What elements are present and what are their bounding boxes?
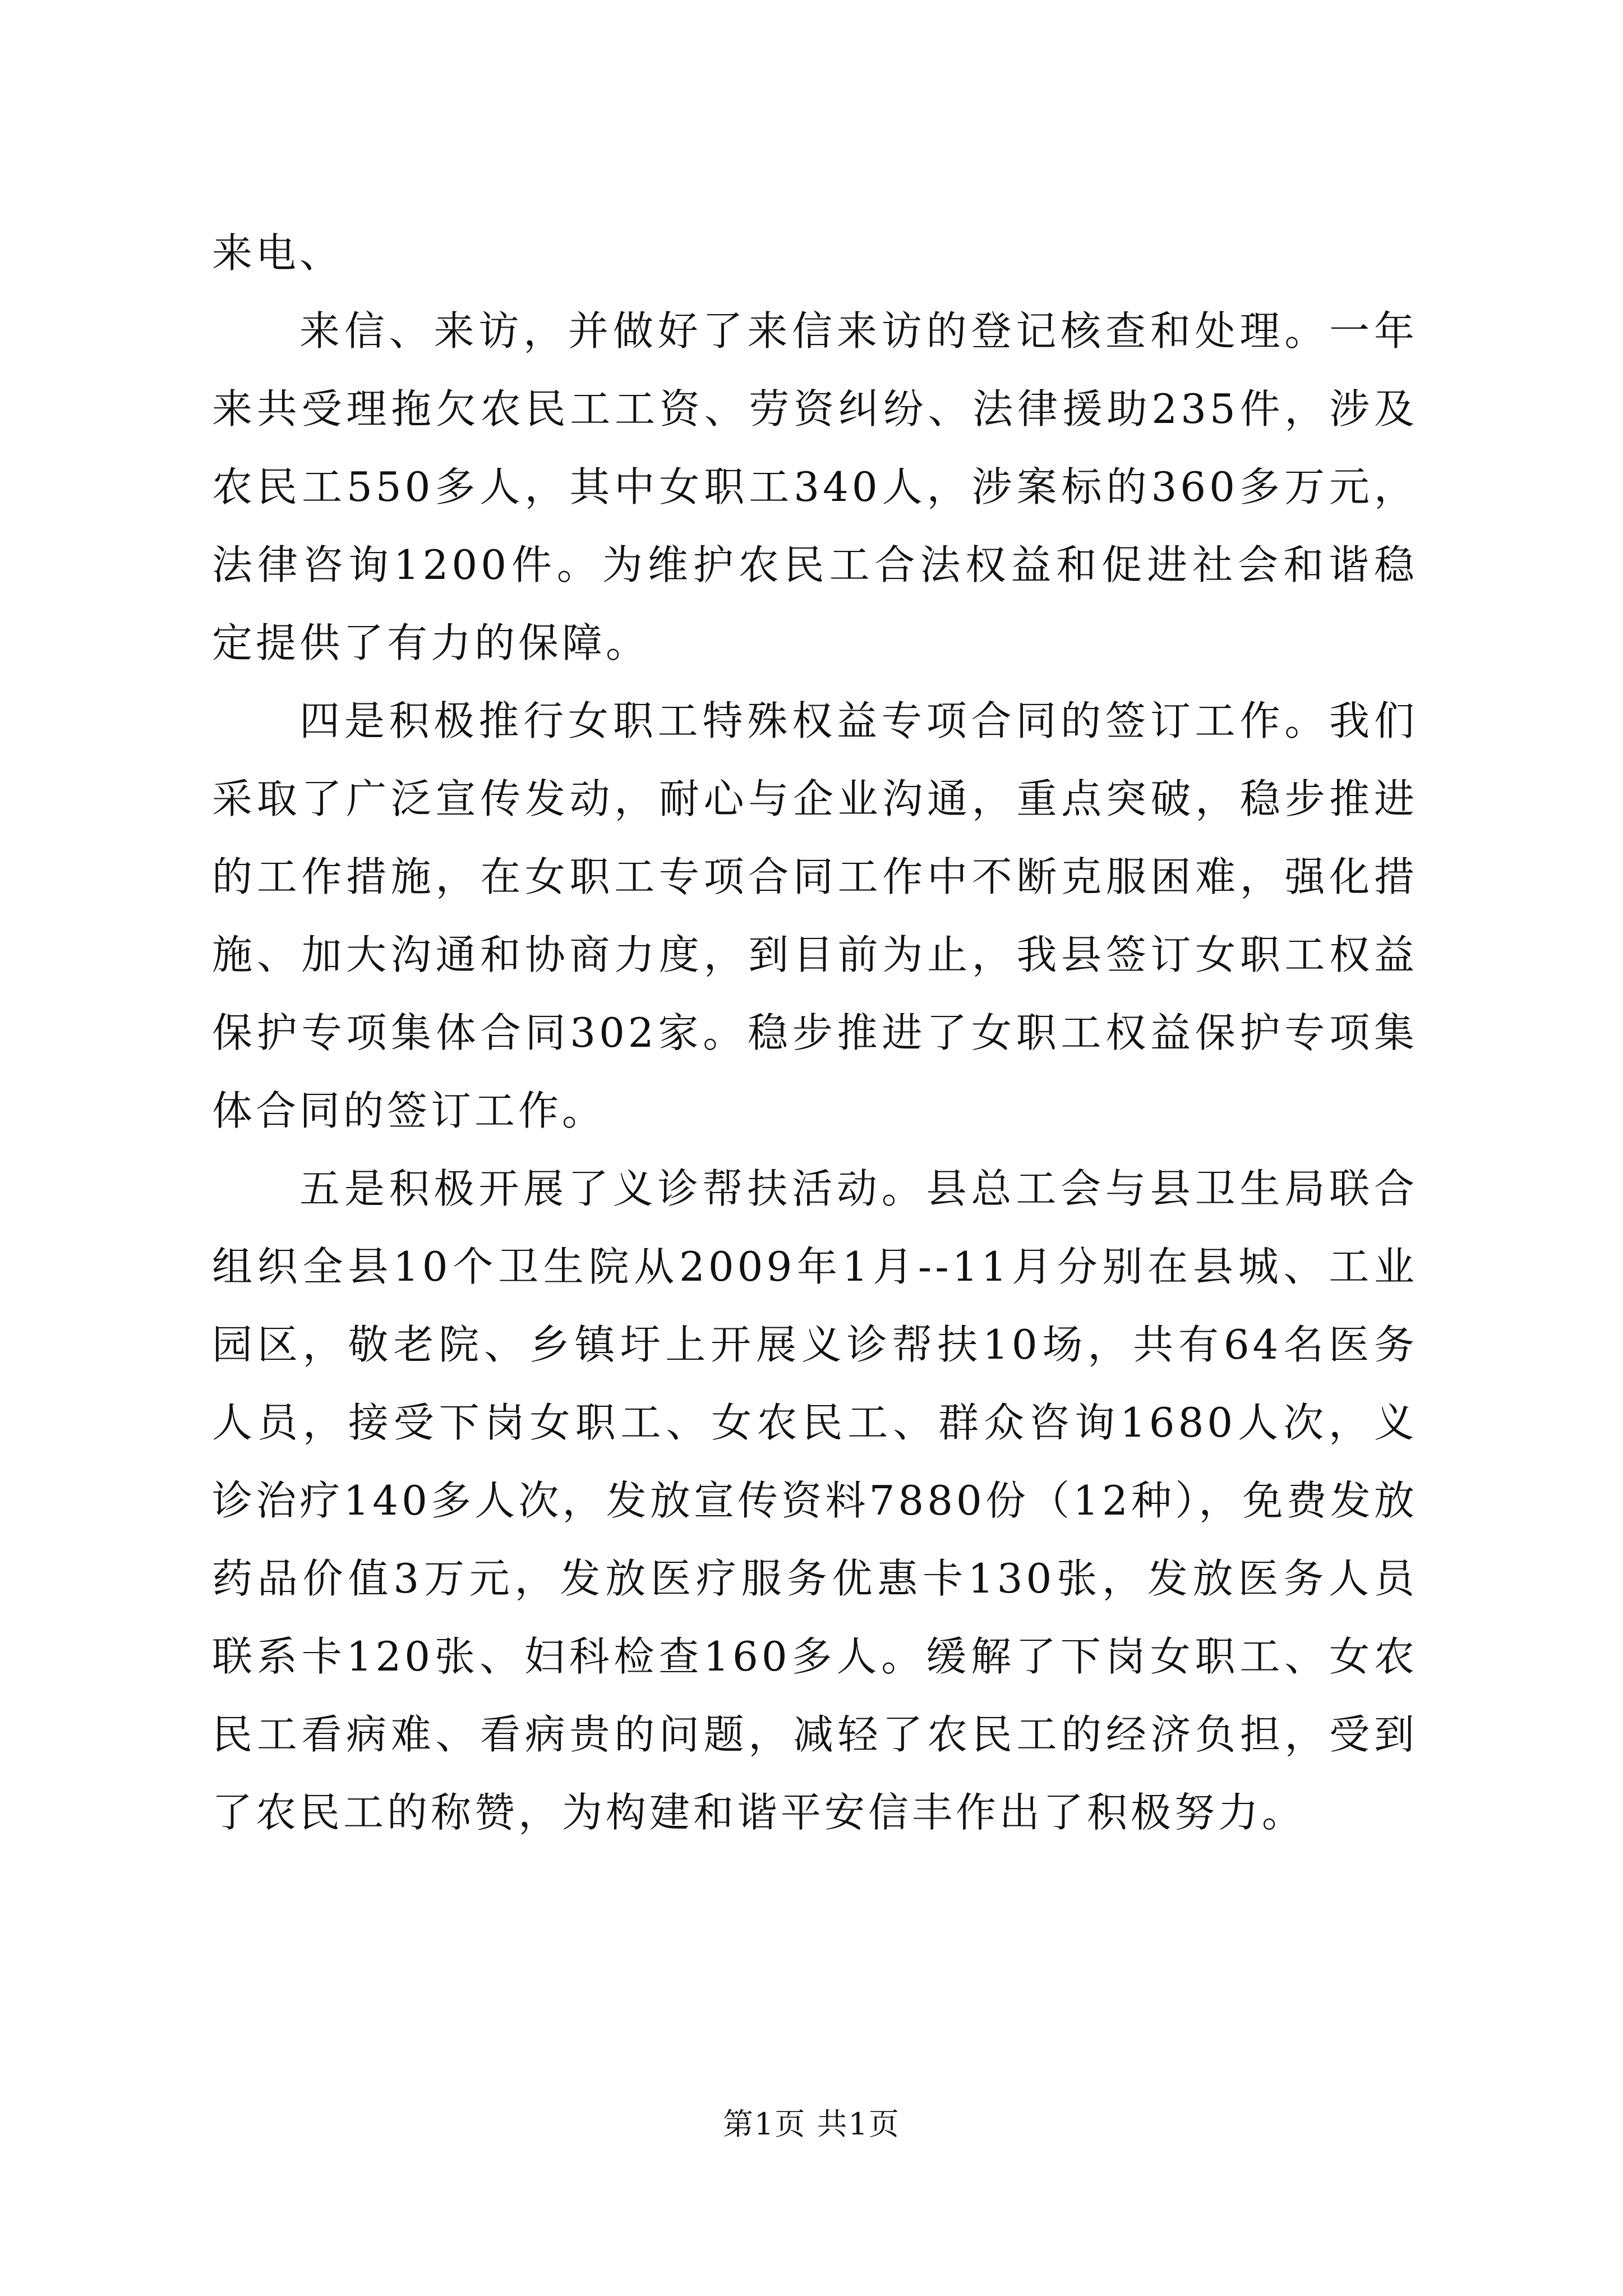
page-footer: 第1页 共1页 bbox=[723, 2106, 900, 2142]
document-body bbox=[212, 214, 1418, 1852]
paragraph-special-contracts: 四是积极推行女职工特殊权益专项合同的签订工作。我们采取了广泛宣传发动，耐心与企业沟通，重点突破，稳步推进的工作措施，在女职工专项合同工作中不断克服困难，强化措施、加大沟通和协商力度，到目前为止，我县签订女职工权益保护专项集体合同302家。稳步推进了女职工权益保护专项集体合同的签订工作。 bbox=[212, 697, 1418, 1134]
paragraph-free-clinic: 五是积极开展了义诊帮扶活动。县总工会与县卫生局联合组织全县10个卫生院从2009年1月--11月分别在县城、工业园区，敬老院、乡镇圩上开展义诊帮扶10场，共有64名医务人员，接受下岗女职工、女农民工、群众咨询1680人次，义诊治疗140多人次，发放宣传资料7880份（12种），免费发放药品价值3万元，发放医疗服务优惠卡130张，发放医务人员联系卡120张、妇科检查160多人。缓解了下岗女职工、女农民工看病难、看病贵的问题，减轻了农民工的经济负担，受到了农民工的称赞，为构建和谐平安信丰作出了积极努力。 bbox=[212, 1165, 1418, 1836]
paragraph-petition-handling: 来信、来访，并做好了来信来访的登记核查和处理。一年来共受理拖欠农民工工资、劳资纠纷、法律援助235件，涉及农民工550多人，其中女职工340人，涉案标的360多万元，法律咨询1200件。为维护农民工合法权益和促进社会和谐稳定提供了有力的保障。 bbox=[212, 307, 1418, 666]
paragraph-continuation: 来电、 bbox=[212, 229, 344, 277]
